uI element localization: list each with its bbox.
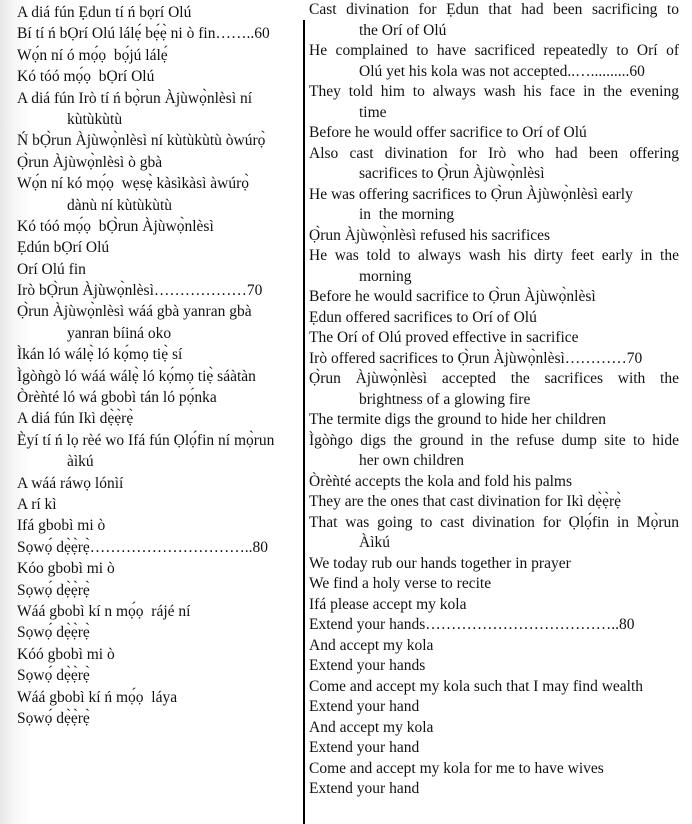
verse-line: Wọ́n ní kó mọ́ọ wẹsẹ̀ kàsìkàsì àwúrọ̀ xyxy=(17,175,250,193)
verse-line: Bí tí ń bỌrí Olú lálẹ́ bẹ́ẹ̀ ni ò fin……..60 xyxy=(17,25,270,43)
verse-line: Ọ̀run Àjùwọ̀nlèsì refused his sacrifices xyxy=(309,226,551,244)
verse-line: Ọ̀run Àjùwọ̀nlèsì ò gbà xyxy=(17,153,163,171)
verse-line: Before he would offer sacrifice to Orí of Olú xyxy=(309,124,587,141)
verse-line: Ìgòǹgo digs the ground in the refuse dump site to hide xyxy=(309,431,679,449)
verse-line: A diá fún Irò tí ń bọ̀run Àjùwọ̀nlèsì ní xyxy=(17,89,253,107)
verse-line-continuation: brightness of a glowing fire xyxy=(359,390,531,408)
verse-line-continuation: sacrifices to Ọ̀run Àjùwọ̀nlèsì xyxy=(359,165,545,182)
verse-line: Come and accept my kola for me to have wives xyxy=(309,759,604,777)
verse-line: Wáá gbobì kí ń mọ́ọ láya xyxy=(17,688,178,706)
verse-line-continuation: morning xyxy=(359,267,412,285)
verse-line: The termite digs the ground to hide her children xyxy=(309,411,606,428)
verse-line: Sọwọ́ dẹ̀ẹ̀rẹ̀ xyxy=(17,709,90,727)
verse-line: Extend your hand xyxy=(309,780,420,797)
verse-line: And accept my kola xyxy=(309,636,434,654)
verse-line: Òrèǹté accepts the kola and fold his palms xyxy=(309,472,572,490)
verse-line: And accept my kola xyxy=(309,718,434,736)
verse-line: Wáá gbobì kí n mọ́ọ rájé ní xyxy=(17,602,191,620)
verse-line: Cast divination for Ẹdun that had been sacrificing to xyxy=(309,1,679,18)
verse-line: He was told to always wash his dirty feet early in the xyxy=(309,247,679,264)
verse-line: Ọ̀run Àjùwọ̀nlèsì accepted the sacrifices with the xyxy=(309,370,679,387)
verse-line: They are the ones that cast divination for Ikì dẹ̀ẹ̀rẹ̀ xyxy=(309,493,622,510)
verse-line: Kóó gbobì mi ò xyxy=(17,645,115,663)
verse-line: Irò bỌ̀run Àjùwọ̀nlèsì………………70 xyxy=(17,282,263,300)
verse-line-continuation: àìkú xyxy=(67,453,94,471)
verse-line: A diá fún Ikì dẹ̀ẹ̀rẹ̀ xyxy=(17,410,134,428)
verse-line: Òrèǹté ló wá gbobì tán ló pọ́nka xyxy=(17,389,217,407)
yoruba-verse-column xyxy=(17,2,301,729)
verse-line: Kó tóó mọ́ọ bỌrí Olú xyxy=(17,68,155,86)
verse-line: Kó tóó mọ́ọ bỌ̀run Àjùwọ̀nlèsì xyxy=(17,217,214,235)
verse-line-continuation: the Orí of Olú xyxy=(359,21,447,39)
verse-line: A rí kì xyxy=(17,495,57,513)
verse-line: Sọwọ́ dẹ̀ẹ̀rẹ̀…………………………..80 xyxy=(17,538,268,556)
verse-line: He complained to have sacrificed repeatedly to Orí of xyxy=(309,42,679,59)
verse-line: A diá fún Ẹdun tí ń bọrí Olú xyxy=(17,4,192,21)
verse-line: Wọ́n ní ó mọ́ọ bọ́jú lálẹ́ xyxy=(17,46,168,64)
verse-line: Ẹdún bỌrí Olú xyxy=(17,239,110,257)
verse-line: Also cast divination for Irò who had been offering xyxy=(309,144,679,162)
english-translation-column xyxy=(309,0,679,800)
verse-line: A wáá ráwọ lónìí xyxy=(17,474,124,492)
verse-line: We today rub our hands together in prayer xyxy=(309,554,571,572)
verse-line-continuation: in the morning xyxy=(359,206,455,223)
verse-line: Extend your hands………………………………..80 xyxy=(309,616,635,633)
verse-line: Sọwọ́ dẹ̀ẹ̀rẹ̀ xyxy=(17,667,90,685)
verse-line: The Orí of Olú proved effective in sacrifice xyxy=(309,329,579,346)
verse-line: Ń bỌ̀run Àjùwọ̀nlèsì ní kùtùkùtù òwúrọ̀ xyxy=(17,132,266,150)
verse-line-continuation: time xyxy=(359,103,387,121)
verse-line: Extend your hand xyxy=(309,739,420,756)
verse-line: Ọ̀run Àjùwọ̀nlèsì wáá gbà yanran gbà xyxy=(17,303,252,321)
verse-line: Before he would sacrifice to Ọ̀run Àjùwọ̀nlèsì xyxy=(309,288,596,305)
verse-line: They told him to always wash his face in the evening xyxy=(309,83,679,100)
verse-line-continuation: yanran bíiná oko xyxy=(67,324,172,342)
verse-line: Extend your hand xyxy=(309,698,420,715)
verse-line: Orí Olú fin xyxy=(17,260,86,278)
verse-line: We find a holy verse to recite xyxy=(309,575,492,592)
verse-line-continuation: Olú yet his kola was not accepted..…..........60 xyxy=(359,62,645,80)
verse-line: Sọwọ́ dẹ̀ẹ̀rẹ̀ xyxy=(17,581,90,599)
verse-line-continuation: kùtùkùtù xyxy=(67,110,123,128)
verse-line-continuation: Àìkú xyxy=(359,534,390,551)
verse-line: He was offering sacrifices to Ọ̀run Àjùwọ̀nlèsì early xyxy=(309,185,633,203)
verse-line: Kóo gbobì mi ò xyxy=(17,560,115,578)
verse-line-continuation: her own children xyxy=(359,452,465,469)
verse-line: Èyí tí ń lọ rèé wo Ifá fún Ọlọ́fin ní mọ̀run xyxy=(17,431,275,449)
verse-line: Irò offered sacrifices to Ọ̀run Àjùwọ̀nlèsì…………70 xyxy=(309,349,643,367)
verse-line: Extend your hands xyxy=(309,657,426,674)
column-divider xyxy=(303,20,305,824)
verse-line: Ifá gbobì mi ò xyxy=(17,517,106,535)
verse-line: Ifá please accept my kola xyxy=(309,595,467,613)
verse-line-continuation: dànù ní kùtùkùtù xyxy=(67,196,173,214)
verse-line: Come and accept my kola such that I may find wealth xyxy=(309,677,644,695)
verse-line: Sọwọ́ dẹ̀ẹ̀rẹ̀ xyxy=(17,624,90,642)
verse-line: That was going to cast divination for Ọlọ́fin in Mọ̀run xyxy=(309,513,679,531)
verse-line: Ìkán ló wálẹ̀ ló kọ́mọ tiẹ̀ sí xyxy=(17,346,183,364)
verse-line: Ìgòǹgò ló wáá wálẹ̀ ló kọ́mọ tiẹ̀ sáàtàn xyxy=(17,367,256,385)
verse-line: Ẹdun offered sacrifices to Orí of Olú xyxy=(309,308,537,326)
